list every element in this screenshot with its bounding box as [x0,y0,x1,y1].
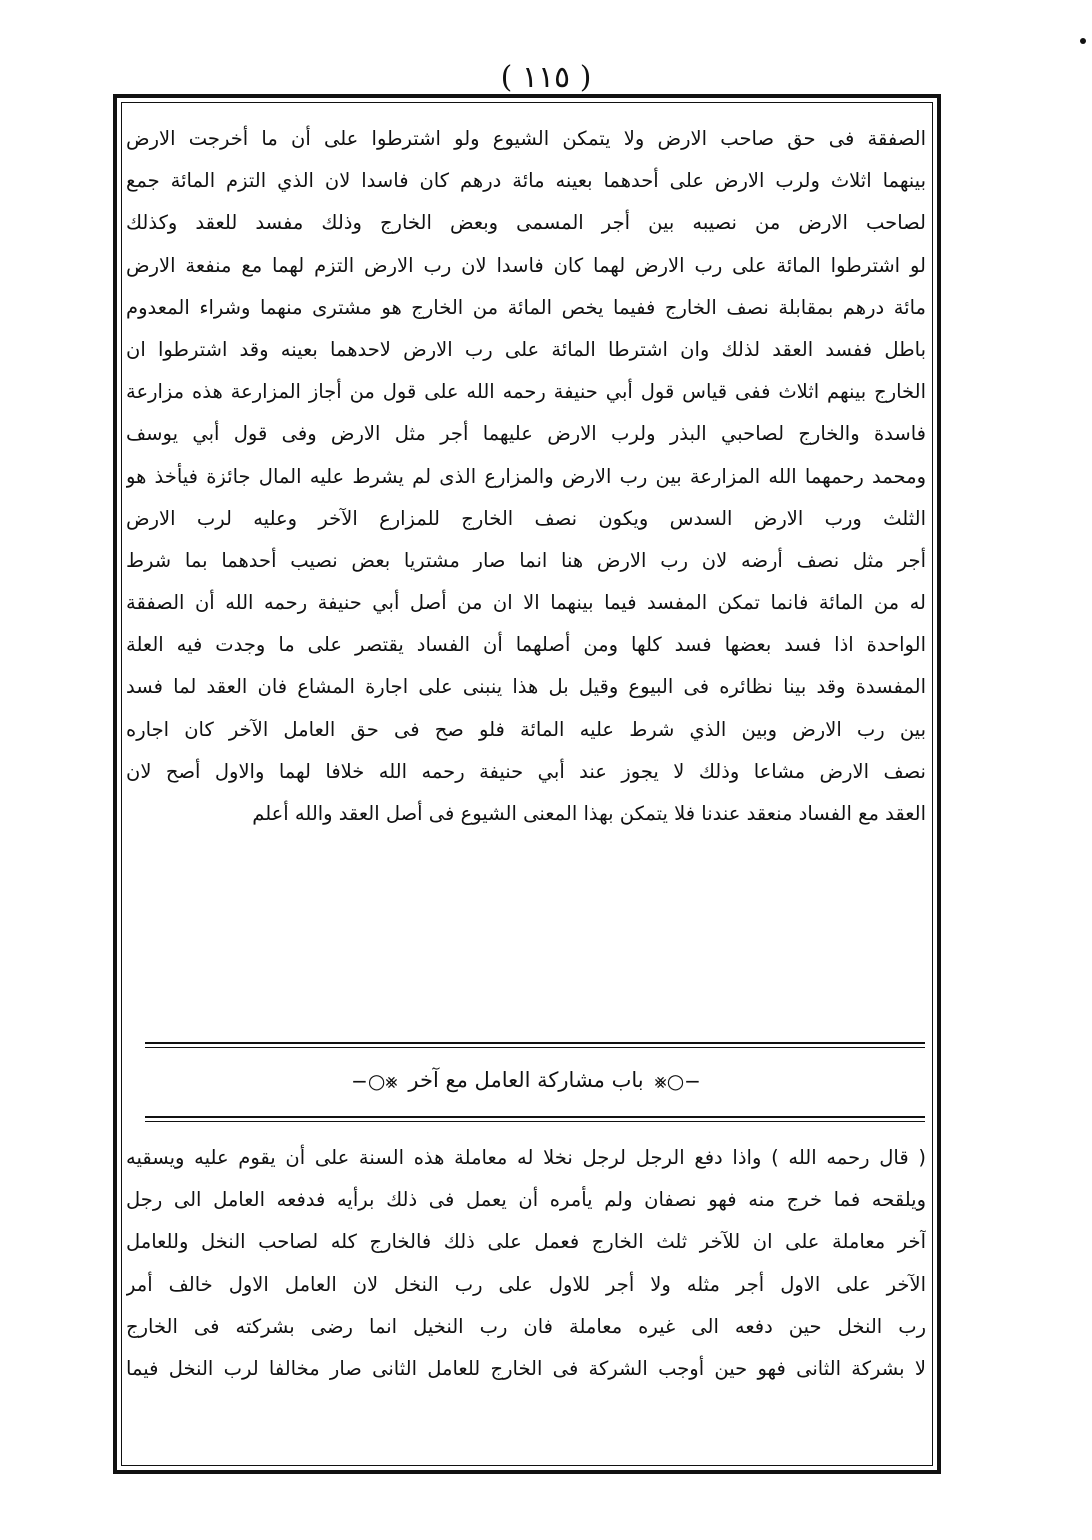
text-line: مائة درهم بمقابلة نصف الخارج ففيما يخص المائة من الخارج هو مشترى منهما وشراء المعدوم [126,295,926,319]
scan-speck [1080,38,1086,44]
text-line: ويلقحه فما خرج منه فهو نصفان ولم يأمره أن يعمل فى ذلك برأيه فدفعه العامل الى رجل [126,1188,926,1212]
text-line: الخارج بينهم اثلاث ففى قياس قول أبي حنيفة رحمه الله على قول من أجاز المزارعة هذه مزارعة [126,380,926,404]
text-line: لو اشترطوا المائة على رب الارض لهما كان فاسدا لان رب الارض التزم لهما مع منفعة الارض [126,253,926,277]
text-line: ( قال رحمه الله ) واذا دفع الرجل لرجل نخلا له معاملة هذه السنة على أن يقوم عليه ويسقيه [126,1146,926,1169]
text-line: أجر مثل نصف أرضه لان رب الارض هنا انما صار مشتريا بعض نصيب أحدهما بما شرط [126,548,926,572]
ornament-left-icon: ⨳○− [351,1069,398,1093]
text-line: المفسدة وقد بينا نظائره فى البيوع وقيل بل هذا ينبنى على اجارة المشاع فان العقد لما فسد [126,675,926,699]
text-line: بينهما اثلاث ولرب الارض على أحدهما بعينه مائة درهم كان فاسدا لان الذي التزم المائة جمع [126,169,926,193]
text-line: باطل ففسد العقد لذلك وان اشترطا المائة على رب الارض لاحدهما بعينه وقد اشترطوا ان [126,337,926,361]
page-number: ( ١١٥ ) [500,60,592,95]
text-line: العقد مع الفساد منعقد عندنا فلا يتمكن بهذا المعنى الشيوع فى أصل العقد والله أعلم [252,802,926,825]
section-rule-top [145,1042,925,1048]
text-line: لصاحب الارض من نصيبه بين أجر المسمى وبعض الخارج وذلك مفسد للعقد وكذلك [126,211,926,235]
text-line: لا بشركة الثانى فهو حين أوجب الشركة فى الخارج للعامل الثانى صار مخالفا لرب النخل فيما [126,1356,926,1380]
section-heading-text: باب مشاركة العامل مع آخر [408,1068,644,1092]
section-text-block [126,1137,926,1390]
text-line: فاسدة والخارج لصاحبي البذر ولرب الارض عليهما أجر مثل الارض وفى قول أبي يوسف [126,422,926,446]
section-heading [126,1060,926,1101]
text-line: نصف الارض مشاعا وذلك لا يجوز عند أبي حنيفة رحمه الله خلافا لهما والاول أصح لان [126,759,926,783]
main-text-block [126,118,926,835]
text-line: آخر معاملة على ان للآخر ثلث الخارج فعمل على ذلك فالخارج كله لصاحب النخل وللعامل [126,1230,926,1254]
text-line: الآخر على الاول أجر مثله ولا أجر للاول على رب النخل لان العامل الاول خالف أمر [126,1272,926,1296]
section-rule-bottom [145,1116,925,1122]
text-line: له من المائة فانما تمكن المفسد فيما بينهما الا ان من أصل أبي حنيفة رحمه الله أن الصفقة [126,591,926,615]
text-line: الواحدة اذا فسد بعضها فسد كلها ومن أصلهما أن الفساد يقتصر على ما وجدت فيه العلة [126,633,926,657]
text-line: الثلث ورب الارض السدس ويكون نصف الخارج للمزارع الآخر وعليه لرب الارض [126,506,926,530]
text-line: الصفقة فى حق صاحب الارض ولا يتمكن الشيوع ولو اشترطوا على أن ما أخرجت الارض [126,127,926,150]
ornament-right-icon: −○⨳ [654,1069,701,1093]
text-line: رب النخل حين دفعه الى غيره معاملة فان رب النخيل انما رضى بشركته فى الخارج [126,1314,926,1338]
text-line: ومحمد رحمهما الله المزارعة بين رب الارض والمزارع الذى لم يشرط عليه المال جائزة فيأخذ هو [126,464,926,488]
text-line: بين رب الارض وبين الذي شرط عليه المائة فلو صح فى حق العامل الآخر كان اجاره [126,717,926,741]
